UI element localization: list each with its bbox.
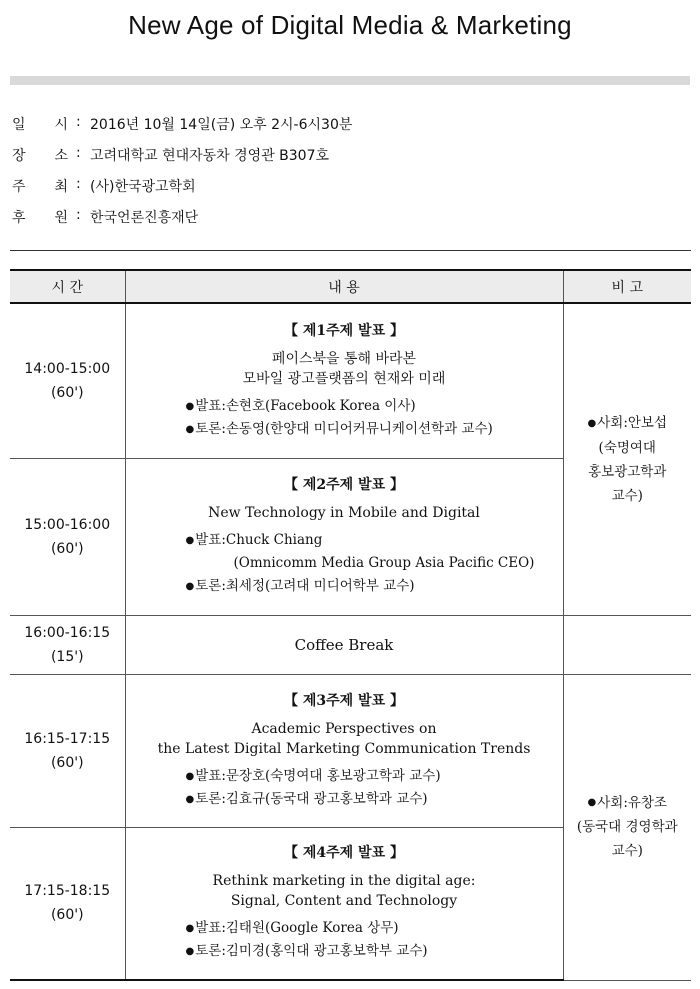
header-time: 시 간 bbox=[10, 270, 125, 303]
info-row-datetime bbox=[12, 114, 692, 145]
presenter-text: 발표:문장호(숙명여대 홍보광고학과 교수) bbox=[195, 767, 441, 784]
duration: (15') bbox=[50, 648, 84, 665]
table-row bbox=[10, 674, 691, 827]
presenter-text: 발표:Chuck Chiang bbox=[195, 532, 323, 548]
topic-title bbox=[126, 719, 563, 759]
info-value: (사)한국광고학회 bbox=[90, 179, 196, 195]
header-content: 내 용 bbox=[125, 270, 563, 303]
bullet-icon: ● bbox=[185, 400, 195, 412]
moderator-text: (동국대 경영학과 bbox=[576, 819, 678, 836]
time-cell bbox=[10, 827, 125, 980]
time-cell bbox=[10, 674, 125, 827]
discussant bbox=[186, 788, 563, 811]
bullet-icon: ● bbox=[185, 923, 195, 935]
topic-title-line: Signal, Content and Technology bbox=[230, 893, 458, 910]
topic-title-line: Rethink marketing in the digital age: bbox=[212, 873, 476, 890]
topic-title-line: 모바일 광고플랫폼의 현재와 미래 bbox=[242, 370, 446, 387]
topic-heading: 【 제2주제 발표 】 bbox=[284, 477, 404, 493]
info-label-char: 후 bbox=[12, 210, 26, 226]
table-header-row bbox=[10, 270, 691, 303]
duration: (60') bbox=[50, 384, 84, 401]
time-cell bbox=[10, 303, 125, 458]
info-label-char: 주 bbox=[12, 179, 26, 195]
info-row-host bbox=[12, 176, 692, 207]
info-colon: : bbox=[76, 114, 81, 130]
presenter-text: 발표:김태원(Google Korea 상무) bbox=[195, 920, 399, 937]
moderator-cell bbox=[563, 303, 691, 615]
presenter-affiliation: (Omnicomm Media Group Asia Pacific CEO) bbox=[233, 555, 535, 571]
presenter-text: 발표:손현호(Facebook Korea 이사) bbox=[195, 397, 416, 414]
time-range: 16:15-17:15 bbox=[24, 730, 111, 747]
topic-heading: 【 제1주제 발표 】 bbox=[284, 322, 404, 339]
topic-title-line: New Technology in Mobile and Digital bbox=[208, 505, 480, 521]
title-divider-bar bbox=[10, 76, 690, 85]
content-cell bbox=[125, 303, 563, 458]
participants bbox=[126, 917, 563, 963]
moderator-text: 사회:안보섭 bbox=[597, 415, 667, 431]
time-range: 16:00-16:15 bbox=[24, 624, 111, 641]
bullet-icon: ● bbox=[587, 417, 597, 429]
info-divider bbox=[10, 250, 691, 251]
duration: (60') bbox=[50, 540, 84, 557]
discussant bbox=[186, 418, 563, 441]
topic-title-line: 페이스북을 통해 바라본 bbox=[271, 350, 417, 367]
header-note: 비 고 bbox=[563, 270, 691, 303]
discussant bbox=[186, 575, 563, 598]
moderator-cell bbox=[563, 674, 691, 980]
duration: (60') bbox=[50, 907, 84, 924]
moderator-text: 홍보광고학과 bbox=[588, 463, 667, 480]
time-cell bbox=[10, 458, 125, 615]
content-cell bbox=[125, 458, 563, 615]
participants bbox=[126, 395, 563, 441]
coffee-break-cell: Coffee Break bbox=[125, 615, 563, 674]
topic-title-line: Academic Perspectives on bbox=[251, 720, 437, 737]
moderator-text: 교수) bbox=[611, 843, 643, 860]
info-value: 한국언론진흥재단 bbox=[90, 210, 199, 226]
info-value: 고려대학교 현대자동차 경영관 B307호 bbox=[90, 148, 330, 164]
moderator-text: 교수) bbox=[611, 487, 643, 504]
bullet-icon: ● bbox=[185, 423, 195, 435]
topic-title bbox=[126, 349, 563, 389]
bullet-icon: ● bbox=[587, 797, 597, 809]
info-row-sponsor bbox=[12, 207, 692, 238]
topic-title bbox=[126, 871, 563, 911]
topic-title-line: the Latest Digital Marketing Communication Trends bbox=[157, 740, 531, 757]
participants bbox=[126, 765, 563, 811]
presenter bbox=[186, 765, 563, 788]
document-title: New Age of Digital Media & Marketing bbox=[128, 10, 572, 40]
table-row bbox=[10, 303, 691, 458]
moderator-text: (숙명여대 bbox=[598, 439, 656, 456]
info-label bbox=[12, 145, 76, 165]
event-info bbox=[12, 114, 692, 238]
participants bbox=[126, 529, 563, 598]
info-label-char: 시 bbox=[54, 117, 68, 133]
topic-heading: 【 제4주제 발표 】 bbox=[284, 845, 404, 862]
duration: (60') bbox=[50, 754, 84, 771]
bullet-icon: ● bbox=[185, 770, 195, 782]
info-label bbox=[12, 114, 76, 134]
info-row-venue bbox=[12, 145, 692, 176]
info-colon: : bbox=[76, 145, 81, 161]
time-cell bbox=[10, 615, 125, 674]
content-cell bbox=[125, 674, 563, 827]
table-row bbox=[10, 615, 691, 674]
topic-heading: 【 제3주제 발표 】 bbox=[284, 692, 404, 709]
info-label bbox=[12, 207, 76, 227]
bullet-icon: ● bbox=[185, 793, 195, 805]
presenter bbox=[186, 395, 563, 418]
info-label-char: 최 bbox=[54, 179, 68, 195]
info-label-char: 소 bbox=[54, 148, 68, 164]
moderator-text: 사회:유창조 bbox=[597, 794, 667, 811]
presenter bbox=[186, 529, 563, 552]
info-value: 2016년 10월 14일(금) 오후 2시-6시30분 bbox=[90, 117, 353, 133]
info-colon: : bbox=[76, 207, 81, 223]
moderator-line bbox=[564, 791, 692, 816]
content-cell bbox=[125, 827, 563, 980]
time-range: 14:00-15:00 bbox=[24, 360, 111, 377]
info-colon: : bbox=[76, 176, 81, 192]
time-range: 15:00-16:00 bbox=[24, 516, 111, 533]
discussant-text: 토론:최세정(고려대 미디어학부 교수) bbox=[195, 578, 415, 594]
discussant bbox=[186, 940, 563, 963]
info-label-char: 원 bbox=[54, 210, 68, 226]
info-label-char: 일 bbox=[12, 117, 26, 133]
moderator-line bbox=[564, 411, 692, 436]
bullet-icon: ● bbox=[185, 946, 195, 958]
topic-title bbox=[126, 503, 563, 523]
schedule-table bbox=[10, 269, 691, 981]
info-label-char: 장 bbox=[12, 148, 26, 164]
discussant-text: 토론:김미경(홍익대 광고홍보학부 교수) bbox=[195, 943, 428, 960]
time-range: 17:15-18:15 bbox=[24, 883, 111, 900]
discussant-text: 토론:손동영(한양대 미디어커뮤니케이션학과 교수) bbox=[195, 420, 493, 437]
bullet-icon: ● bbox=[185, 535, 195, 546]
presenter bbox=[186, 917, 563, 940]
info-label bbox=[12, 176, 76, 196]
note-cell-empty bbox=[563, 615, 691, 674]
bullet-icon: ● bbox=[185, 581, 195, 592]
discussant-text: 토론:김효규(동국대 광고홍보학과 교수) bbox=[195, 790, 428, 807]
